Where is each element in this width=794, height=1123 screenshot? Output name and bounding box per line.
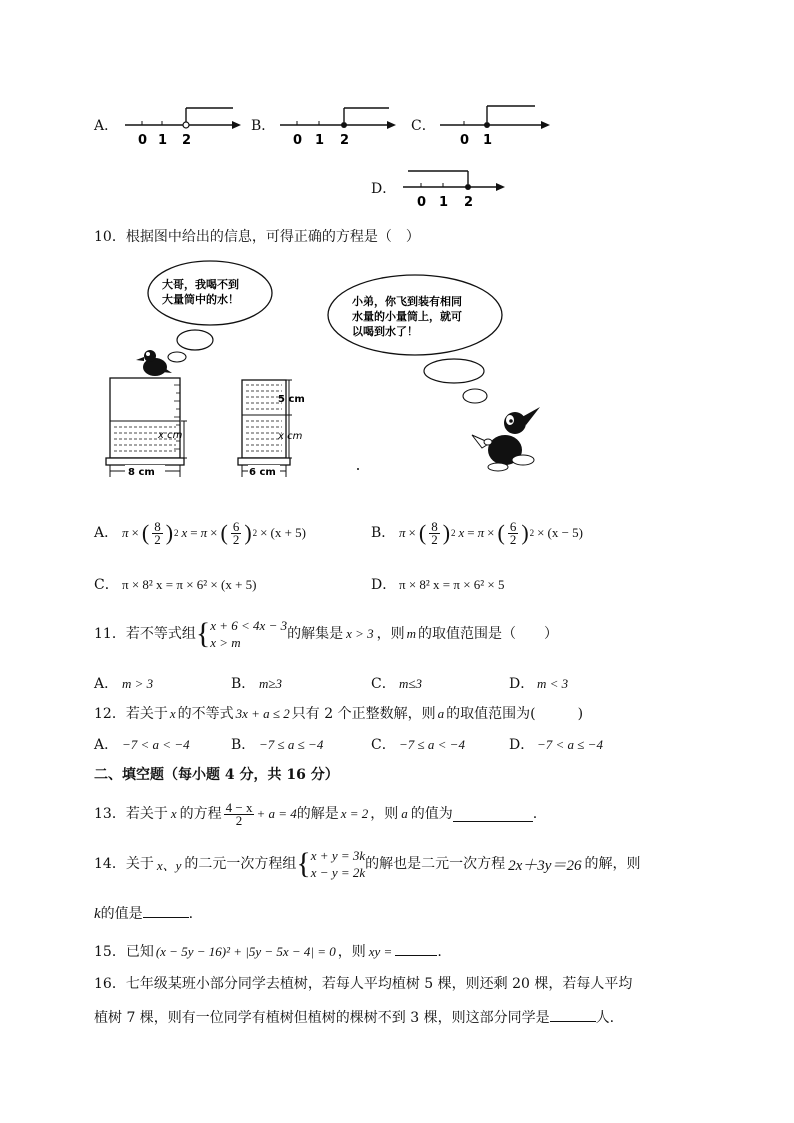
tick-2: 2 [340, 133, 350, 148]
small-measuring-cylinder [238, 380, 305, 478]
answer-blank[interactable] [550, 1007, 596, 1022]
q14-system: x + y = 3k x − y = 2k [310, 848, 366, 880]
bubble-right-line1: 小弟，你飞到装有相同 [352, 295, 462, 308]
answer-blank[interactable] [453, 807, 533, 822]
option-label: A． [94, 118, 119, 134]
number-line-c [435, 100, 555, 148]
crow-icon [136, 350, 172, 376]
option-value: −7 ≤ a ≤ −4 [259, 737, 324, 752]
option-label: C． [411, 118, 436, 134]
option-label: D． [371, 181, 397, 197]
bubble-left-line1: 大哥，我喝不到 [162, 278, 239, 291]
flying-crow-icon [472, 407, 540, 471]
option-value: −7 < a < −4 [122, 737, 190, 752]
number-line-b [275, 100, 400, 148]
q16-line2: 植树 7 棵，则有一位同学有植树但植树的棵树不到 3 棵，则这部分同学是 人. [94, 1007, 614, 1027]
q11-system: x + 6 < 4x − 3 x > m [210, 618, 288, 650]
tick-0: 0 [417, 195, 427, 210]
big-measuring-cylinder [106, 378, 187, 478]
option-label: D． [509, 676, 535, 692]
answer-blank[interactable] [143, 903, 189, 918]
section-title: 二、填空题（每小题 4 分，共 16 分） [94, 767, 339, 783]
option-d-formula: π × 8² x = π × 6² × 5 [399, 577, 505, 592]
answer-blank[interactable] [395, 941, 437, 956]
tick-1: 1 [315, 133, 325, 148]
option-b-tail: (x − 5) [547, 525, 583, 540]
small-width-label: 6 cm [249, 467, 276, 478]
q12-stem: 12．若关于 x 的不等式 3x + a ≤ 2 只有 2 个正整数解，则 a 的取值范围为( ) [94, 706, 584, 722]
option-value: m > 3 [122, 676, 154, 691]
q15-stem: 15．已知 (x − 5y − 16)² + |5y − 5x − 4| = 0 ，则 xy = . [94, 941, 442, 961]
option-value: −7 ≤ a < −4 [399, 737, 465, 752]
option-label: C． [371, 676, 396, 692]
option-label: A． [94, 676, 119, 692]
option-label: B． [371, 525, 396, 541]
option-label: A． [94, 737, 119, 753]
number-line-a [120, 100, 245, 148]
q10-stem: 10．根据图中给出的信息，可得正确的方程是（ ） [94, 229, 420, 245]
big-width-label: 8 cm [128, 467, 155, 478]
option-value: −7 < a ≤ −4 [537, 737, 603, 752]
option-label: C． [94, 577, 119, 593]
option-a-tail: (x + 5) [270, 525, 306, 540]
small-top-label: 5 cm [278, 394, 305, 405]
bubble-right-line2: 水量的小量筒上，就可 [352, 310, 462, 323]
option-label: B． [231, 676, 256, 692]
option-value: m≥3 [259, 676, 283, 691]
q11-stem: 11．若不等式组 { x + 6 < 4x − 3 x > m 的解集是 x > 3 ，则 m 的取值范围是（ ） [94, 617, 559, 650]
big-height-label: x cm [158, 430, 183, 441]
tick-0: 0 [460, 133, 470, 148]
option-label: C． [371, 737, 396, 753]
number-line-d [398, 162, 513, 210]
tick-0: 0 [138, 133, 148, 148]
q14-line2: k的值是 . [94, 903, 193, 923]
tick-0: 0 [293, 133, 303, 148]
small-height-label: x cm [278, 431, 303, 442]
bubble-left-line2: 大量筒中的水！ [162, 293, 239, 306]
q10-figure [100, 255, 560, 490]
option-a-formula: π × ( $\frac{8}{2}$ ) 2 x = π × ( $\frac{6}{2}$ ) 2 × (x + 5) [122, 518, 306, 547]
option-value: m≤3 [399, 676, 423, 691]
option-label: B． [231, 737, 256, 753]
q13-stem: 13．若关于 x 的方程 $\frac{4 - x}{2}$ + a = 4 的解是 x = 2 ，则 a 的值为 . [94, 799, 538, 828]
tick-1: 1 [439, 195, 449, 210]
option-c-formula: π × 8² x = π × 6² × (x + 5) [122, 577, 257, 592]
q16-line1: 16．七年级某班小部分同学去植树，若每人平均植树 5 棵，则还剩 20 棵，若每人平均 [94, 976, 633, 992]
option-b-formula: π × ( $\frac{8}{2}$ ) 2 x = π × ( $\frac{6}{2}$ ) 2 × (x − 5) [399, 518, 583, 547]
option-label: B． [251, 118, 276, 134]
q14-stem: 14．关于 x、y 的二元一次方程组 { x + y = 3k x − y = 2k 的解也是二元一次方程 2x＋3y＝26 的解，则 [94, 847, 641, 880]
option-label: D． [371, 577, 397, 593]
option-label: A． [94, 525, 119, 541]
tick-1: 1 [158, 133, 168, 148]
tick-2: 2 [182, 133, 192, 148]
tick-2: 2 [464, 195, 474, 210]
bubble-right-line3: 以喝到水了！ [352, 325, 418, 338]
tick-1: 1 [483, 133, 493, 148]
option-value: m < 3 [537, 676, 569, 691]
option-label: D． [509, 737, 535, 753]
